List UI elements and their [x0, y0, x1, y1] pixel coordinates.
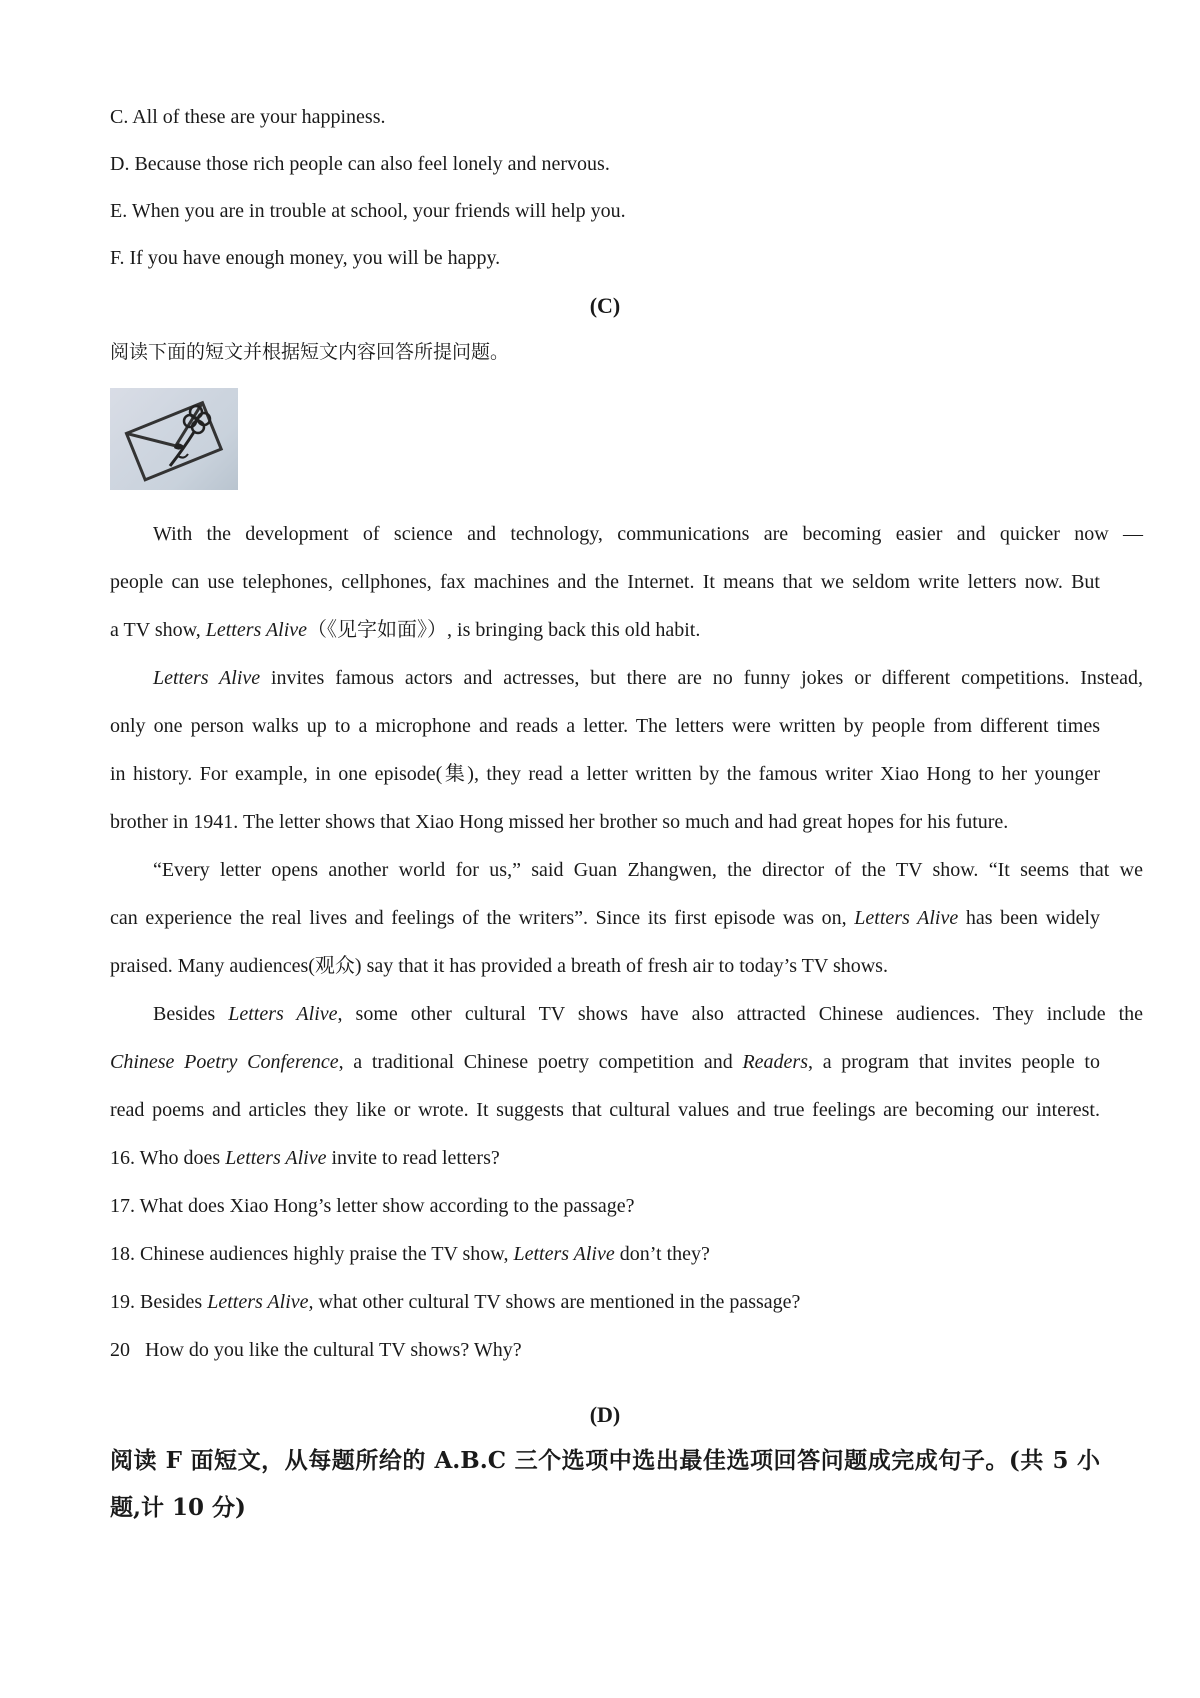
question-20: 20 How do you like the cultural TV shows? Why? — [110, 1339, 522, 1361]
section-d-instruction-line2: 题,计 10 分) — [110, 1494, 246, 1521]
envelope-image — [110, 388, 238, 490]
passage-p1-line1: With the development of science and technology, communications are becoming easier and quicker now — — [153, 523, 1143, 545]
passage-p2-line3: in history. For example, in one episode(集), they read a letter written by the famous writer Xiao Hong to her younger — [110, 763, 1100, 785]
section-d-heading: (D) — [589, 1402, 621, 1427]
passage-p3-line1: “Every letter opens another world for us,” said Guan Zhangwen, the director of the TV show. “It seems that we — [153, 859, 1143, 881]
passage-p4-line1: Besides Letters Alive, some other cultural TV shows have also attracted Chinese audiences. They include the — [153, 1003, 1144, 1025]
passage-p2-line2: only one person walks up to a microphone and reads a letter. The letters were written by people from different times — [110, 715, 1100, 737]
option-f: F. If you have enough money, you will be happy. — [110, 247, 501, 269]
section-d-instruction-line1: 阅读 F 面短文，从每题所给的 A.B.C 三个选项中选出最佳选项回答问题成完成句子。(共 5 小 — [110, 1447, 1100, 1474]
passage-p1-line2: people can use telephones, cellphones, fax machines and the Internet. It means that we seldom write letters now. But — [110, 571, 1100, 593]
passage-p4-line2: Chinese Poetry Conference, a traditional Chinese poetry competition and Readers, a program that invites people to — [110, 1051, 1100, 1073]
passage-p2-line4: brother in 1941. The letter shows that Xiao Hong missed her brother so much and had great hopes for his future. — [110, 811, 1009, 833]
passage-p1-line3: a TV show, Letters Alive（《见字如面》）, is bringing back this old habit. — [110, 619, 701, 641]
envelope-with-flower-icon — [110, 388, 238, 490]
option-d: D. Because those rich people can also feel lonely and nervous. — [110, 153, 610, 175]
question-16: 16. Who does Letters Alive invite to read letters? — [110, 1147, 500, 1169]
passage-p2-line1: Letters Alive invites famous actors and actresses, but there are no funny jokes or different competitions. Instead, — [153, 667, 1143, 689]
option-e: E. When you are in trouble at school, your friends will help you. — [110, 200, 626, 222]
section-c-heading: (C) — [589, 293, 621, 318]
passage-p3-line2: can experience the real lives and feelings of the writers”. Since its first episode was on, Letters Alive has been widely — [110, 907, 1100, 929]
passage-p3-line3: praised. Many audiences(观众) say that it has provided a breath of fresh air to today’s TV shows. — [110, 955, 888, 977]
question-17: 17. What does Xiao Hong’s letter show according to the passage? — [110, 1195, 635, 1217]
question-18: 18. Chinese audiences highly praise the TV show, Letters Alive don’t they? — [110, 1243, 710, 1265]
section-c-instruction: 阅读下面的短文并根据短文内容回答所提问题。 — [110, 341, 510, 363]
question-19: 19. Besides Letters Alive, what other cultural TV shows are mentioned in the passage? — [110, 1291, 801, 1313]
option-c: C. All of these are your happiness. — [110, 106, 386, 128]
passage-p4-line3: read poems and articles they like or wrote. It suggests that cultural values and true feelings are becoming our interest. — [110, 1099, 1100, 1121]
